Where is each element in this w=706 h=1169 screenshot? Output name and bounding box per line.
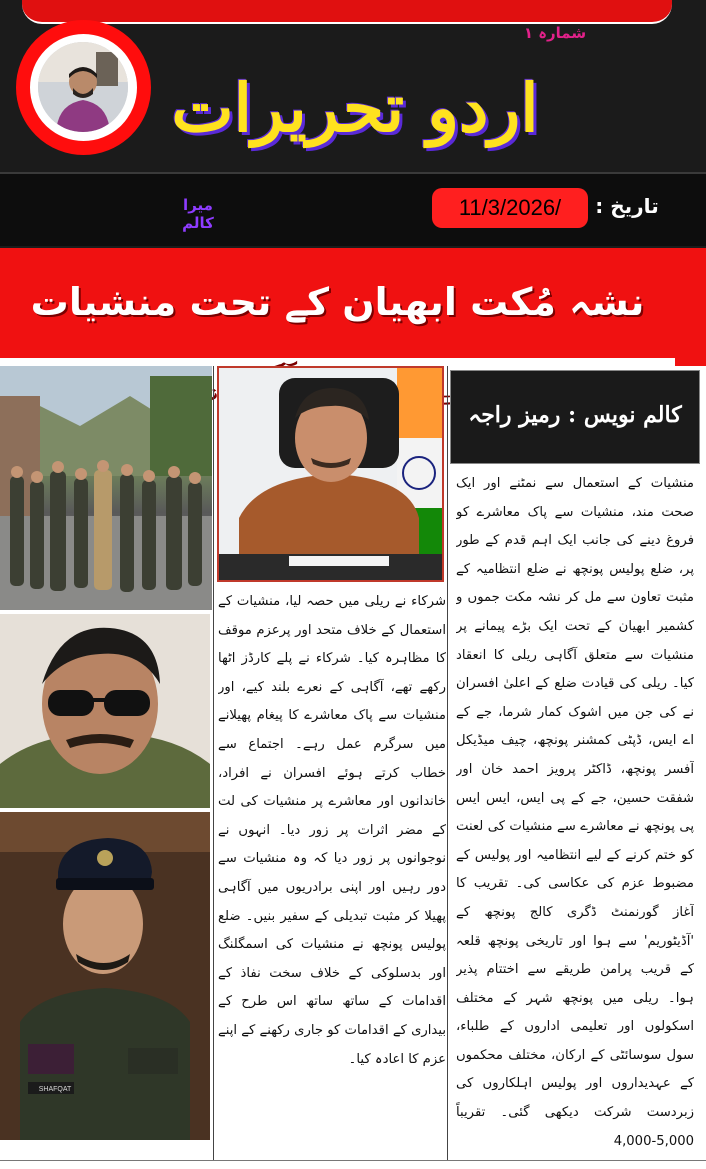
name-badge: SHAFQAT: [38, 1086, 72, 1093]
masthead-top-stripe: [22, 0, 672, 24]
column-divider: [213, 366, 214, 1162]
column-divider: [447, 366, 448, 1162]
brand-title: اردو تحریرات: [171, 69, 539, 147]
my-column-link[interactable]: میرا کالم: [182, 196, 214, 232]
issue-number: شمارہ ۱: [523, 24, 587, 42]
officer-photo-desk-art: [219, 368, 442, 580]
headline-band-tab: [675, 248, 706, 366]
officer-photo-desk: [217, 366, 444, 582]
avatar-photo: [38, 42, 128, 132]
rally-photo: [0, 366, 212, 610]
officer-photo-sunglasses: [0, 614, 210, 808]
article-column-middle: شرکاء نے ریلی میں حصہ لیا، منشیات کے استعمال کے خلاف متحد اور پرعزم موقف کا مظاہرہ کیا۔ شرکاء نے پلے کارڈز اٹھا رکھے تھے، آگاہی کے نعرے بلند کیے، اور منشیات سے پاک معاشرے کا پیغام پھیلانے میں سرگرم عمل رہے۔ اجتماع سے خطاب کرتے ہوئے افسران نے افراد، خاندانوں اور معاشرے پر منشیات کی لت کے مضر اثرات پر زور دیا۔ انہوں نے نوجوانوں پر زور دیا کہ وہ منشیات سے دور رہیں اور اپنی برادریوں میں آگاہی پھیلا کر مثبت تبدیلی کے سفیر بنیں۔ ضلع پولیس پونچھ نے منشیات کی اسمگلنگ اور بدسلوکی کے خلاف سخت نفاذ کے اقدامات کے ساتھ ساتھ اس طرح کے بیداری کے اقدامات کو جاری رکھنے کے اپنے عزم کا اعادہ کیا۔: [218, 594, 446, 1067]
date-label: تاریخ :: [595, 194, 659, 218]
date-value: 11/3/2026/: [432, 188, 588, 228]
columnist-name: کالم نویس : رمیز راجہ: [468, 402, 682, 428]
article-column-right: منشیات کے استعمال سے نمٹنے اور ایک صحت مند، منشیات سے پاک معاشرے کو فروغ دینے کی جانب ایک اہم قدم کے طور پر، ضلع پولیس پونچھ نے ضلع انتظامیہ کے مثبت تعاون سے مل کر نشہ مکت جموں و کشمیر ابھیان کے تحت ایک بڑے پیمانے پر منشیات سے متعلق آگاہی ریلی کا انعقاد کیا۔ ریلی کی قیادت ضلع کے اعلیٰ افسران نے کی جن میں اشوک کمار شرما، جے کے اے ایس، ڈپٹی کمشنر پونچھ، چیف میڈیکل آفسر پونچھ، ڈاکٹر پرویز احمد خان اور شفقت حسین، جے کے پی ایس، ایس ایس پی پونچھ نے معاشرے سے منشیات کی لعنت کو ختم کرنے کے لیے انتظامیہ اور پولیس کے مضبوط عزم کی عکاسی کی۔ تقریب کا آغاز گورنمنٹ ڈگری کالج پونچھ کے 'آڈیٹوریم' سے ہوا اور تاریخی پونچھ قلعہ کے قریب پرامن طریقے سے اختتام پذیر ہوا۔ ریلی میں پونچھ شہر کے مختلف اسکولوں اور تعلیمی اداروں کے طلباء، سول سوسائٹی کے ارکان، مختلف محکموں کے عہدیداروں اور پولیس اہلکاروں کی زبردست شرکت دیکھی گئی۔ تقریباً 5,000-4,000: [456, 476, 694, 1149]
officer-photo-uniform: [0, 812, 210, 1140]
avatar: [38, 42, 128, 132]
rally-photo-art: [0, 366, 212, 610]
officer-photo-sunglasses-art: [0, 614, 210, 808]
headline: نشہ مُکت ابھیان کے تحت منشیات: [30, 280, 645, 324]
